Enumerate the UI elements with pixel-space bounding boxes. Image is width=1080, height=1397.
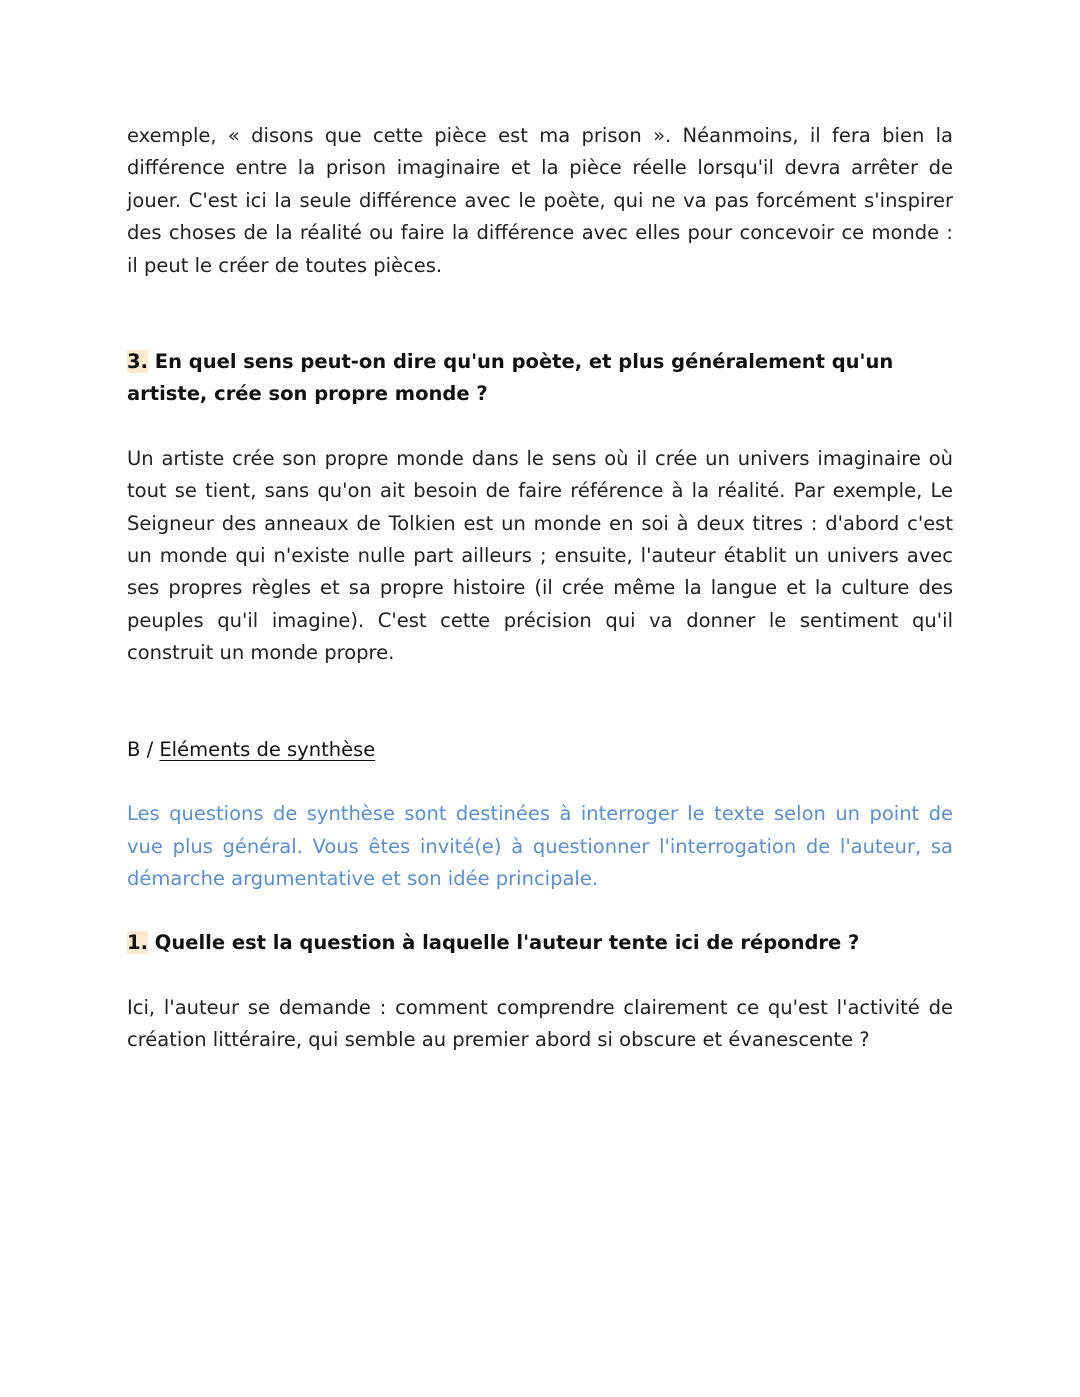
question-1-number: 1.	[127, 931, 148, 955]
spacer	[127, 282, 953, 346]
spacer	[127, 670, 953, 734]
section-b-title: Eléments de synthèse	[159, 737, 376, 761]
question-3	[127, 346, 953, 411]
question-1-answer: Ici, l'auteur se demande : comment comprendre clairement ce qu'est l'activité de création littéraire, qui semble au premier abord si obscure et évanescente ?	[127, 995, 953, 1052]
section-b-heading	[127, 734, 953, 766]
question-1	[127, 927, 953, 959]
intro-paragraph: exemple, « disons que cette pièce est ma prison ». Néanmoins, il fera bien la différence entre la prison imaginaire et la pièce réelle lorsqu'il devra arrêter de jouer. C'est ici la seule différence avec le poète, qui ne va pas forcément s'inspirer des choses de la réalité ou faire la différence avec elles pour concevoir ce monde : il peut le créer de toutes pièces.	[127, 124, 953, 277]
spacer	[127, 411, 953, 443]
section-b-prefix: B /	[127, 737, 160, 761]
spacer	[127, 960, 953, 992]
question-1-text: Quelle est la question à laquelle l'auteur tente ici de répondre ?	[147, 931, 860, 955]
document-page	[127, 120, 953, 1057]
spacer	[127, 766, 953, 798]
question-3-number: 3.	[127, 350, 148, 374]
question-3-text: En quel sens peut-on dire qu'un poète, et plus généralement qu'un artiste, crée son propre monde ?	[127, 350, 894, 406]
spacer	[127, 895, 953, 927]
section-b-instructions: Les questions de synthèse sont destinées à interroger le texte selon un point de vue plus général. Vous êtes invité(e) à questionner l'interrogation de l'auteur, sa démarche argumentative et son idée principale.	[127, 802, 953, 890]
question-3-answer: Un artiste crée son propre monde dans le sens où il crée un univers imaginaire où tout se tient, sans qu'on ait besoin de faire référence à la réalité. Par exemple, Le Seigneur des anneaux de Tolkien est un monde en soi à deux titres : d'abord c'est un monde qui n'existe nulle part ailleurs ; ensuite, l'auteur établit un univers avec ses propres règles et sa propre histoire (il crée même la langue et la culture des peuples qu'il imagine). C'est cette précision qui va donner le sentiment qu'il construit un monde propre.	[127, 446, 953, 665]
